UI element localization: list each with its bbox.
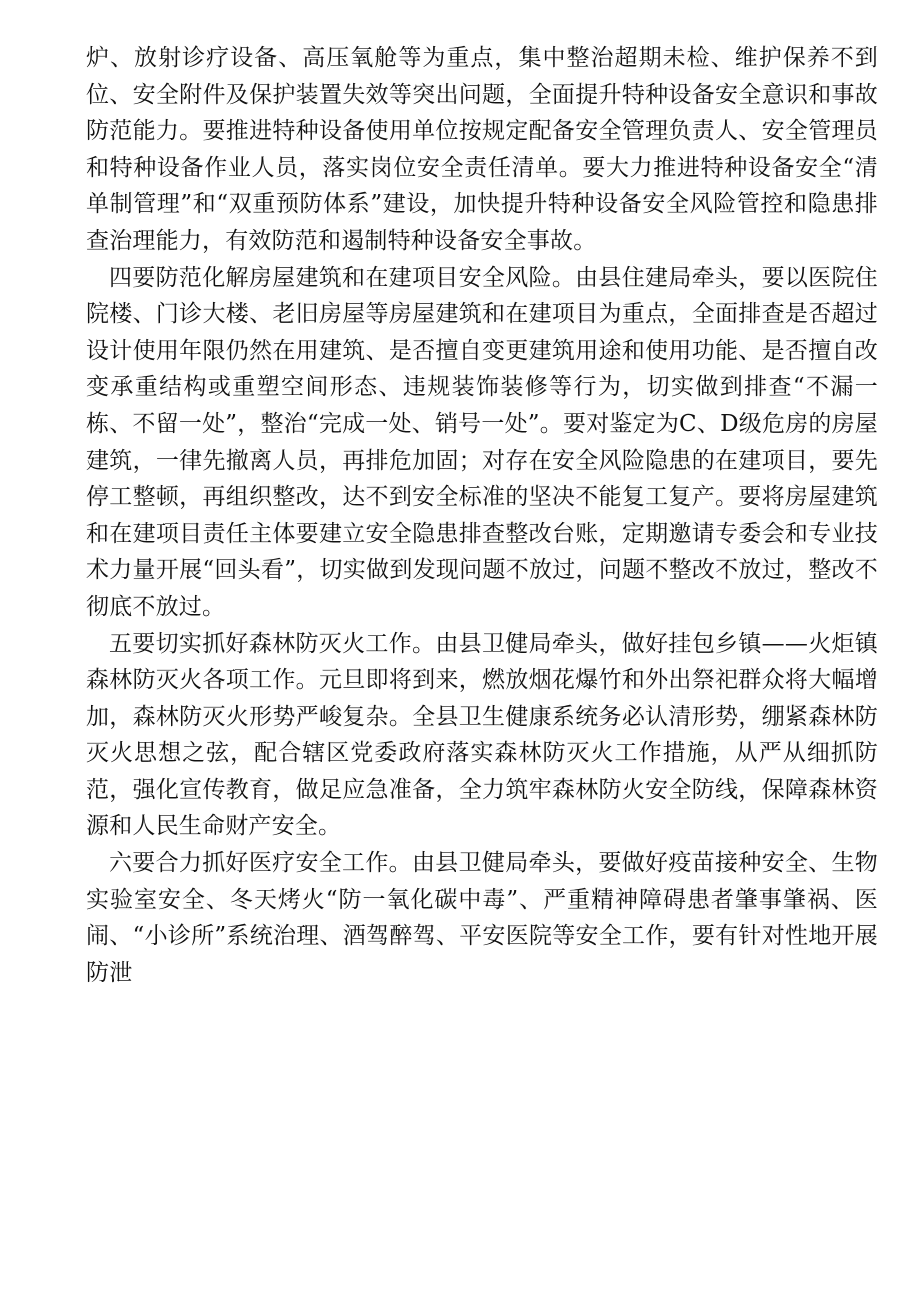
- paragraph-special-equipment: 炉、放射诊疗设备、高压氧舱等为重点，集中整治超期未检、维护保养不到位、安全附件及保护装置失效等突出问题，全面提升特种设备安全意识和事故防范能力。要推进特种设备使用单位按规定配备安全管理负责人、安全管理员和特种设备作业人员，落实岗位安全责任清单。要大力推进特种设备安全“清单制管理”和“双重预防体系”建设，加快提升特种设备安全风险管控和隐患排查治理能力，有效防范和遏制特种设备安全事故。: [86, 45, 878, 254]
- paragraph-medical-safety: 六要合力抓好医疗安全工作。由县卫健局牵头，要做好疫苗接种安全、生物实验室安全、冬天烤火“防一氧化碳中毒”、严重精神障碍患者肇事肇祸、医闹、“小诊所”系统治理、酒驾醉驾、平安医院等安全工作，要有针对性地开展防泄: [86, 850, 878, 986]
- document-page: [86, 40, 878, 991]
- paragraph-forest-fire: 五要切实抓好森林防灭火工作。由县卫健局牵头，做好挂包乡镇——火炬镇森林防灭火各项工作。元旦即将到来，燃放烟花爆竹和外出祭祀群众将大幅增加，森林防灭火形势严峻复杂。全县卫生健康系统务必认清形势，绷紧森林防灭火思想之弦，配合辖区党委政府落实森林防灭火工作措施，从严从细抓防范，强化宣传教育，做足应急准备，全力筑牢森林防火安全防线，保障森林资源和人民生命财产安全。: [86, 630, 878, 840]
- paragraph-housing-construction: 四要防范化解房屋建筑和在建项目安全风险。由县住建局牵头，要以医院住院楼、门诊大楼、老旧房屋等房屋建筑和在建项目为重点，全面排查是否超过设计使用年限仍然在用建筑、是否擅自变更建筑用途和使用功能、是否擅自改变承重结构或重塑空间形态、违规装饰装修等行为，切实做到排查“不漏一栋、不留一处”，整治“完成一处、销号一处”。要对鉴定为C、D级危房的房屋建筑，一律先撤离人员，再排危加固；对存在安全风险隐患的在建项目，要先停工整顿，再组织整改，达不到安全标准的坚决不能复工复产。要将房屋建筑和在建项目责任主体要建立安全隐患排查整改台账，定期邀请专委会和专业技术力量开展“回头看”，切实做到发现问题不放过，问题不整改不放过，整改不彻底不放过。: [86, 264, 878, 620]
